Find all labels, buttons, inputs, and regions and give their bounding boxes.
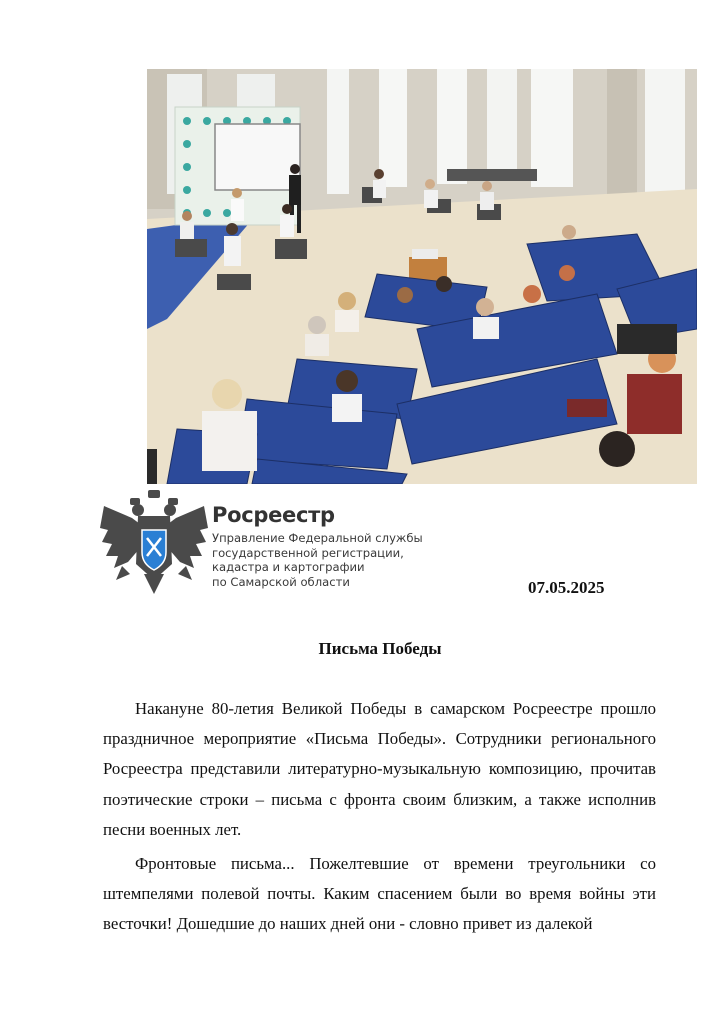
conference-photo	[147, 69, 697, 484]
double-headed-eagle-icon	[100, 488, 208, 596]
org-subtitle-line: по Самарской области	[212, 574, 350, 589]
paragraph: Накануне 80-летия Великой Победы в самарском Росреестре прошло праздничное мероприятие «Письма Победы». Сотрудники регионального Росреестра представили литературно-музыкальную композицию, прочитав поэтические строки – письма с фронта своим близким, а также исполнив песни военных лет.	[103, 699, 656, 839]
document-title: Письма Победы	[318, 639, 442, 658]
org-subtitle-line: кадастра и картографии	[212, 560, 365, 574]
org-subtitle-line: государственной регистрации,	[212, 545, 404, 560]
paragraph: Фронтовые письма... Пожелтевшие от времени треугольники со штемпелями полевой почты. Каким спасением были во время войны эти весточки! Дошедшие до наших дней они - словно привет из далекой	[103, 854, 656, 934]
org-subtitle-line: Управление Федеральной службы	[212, 531, 423, 545]
event-photo	[147, 69, 697, 484]
document-date: 07.05.2025	[528, 578, 605, 597]
org-name: Росреестр	[212, 503, 335, 527]
org-subtitle	[212, 531, 452, 589]
